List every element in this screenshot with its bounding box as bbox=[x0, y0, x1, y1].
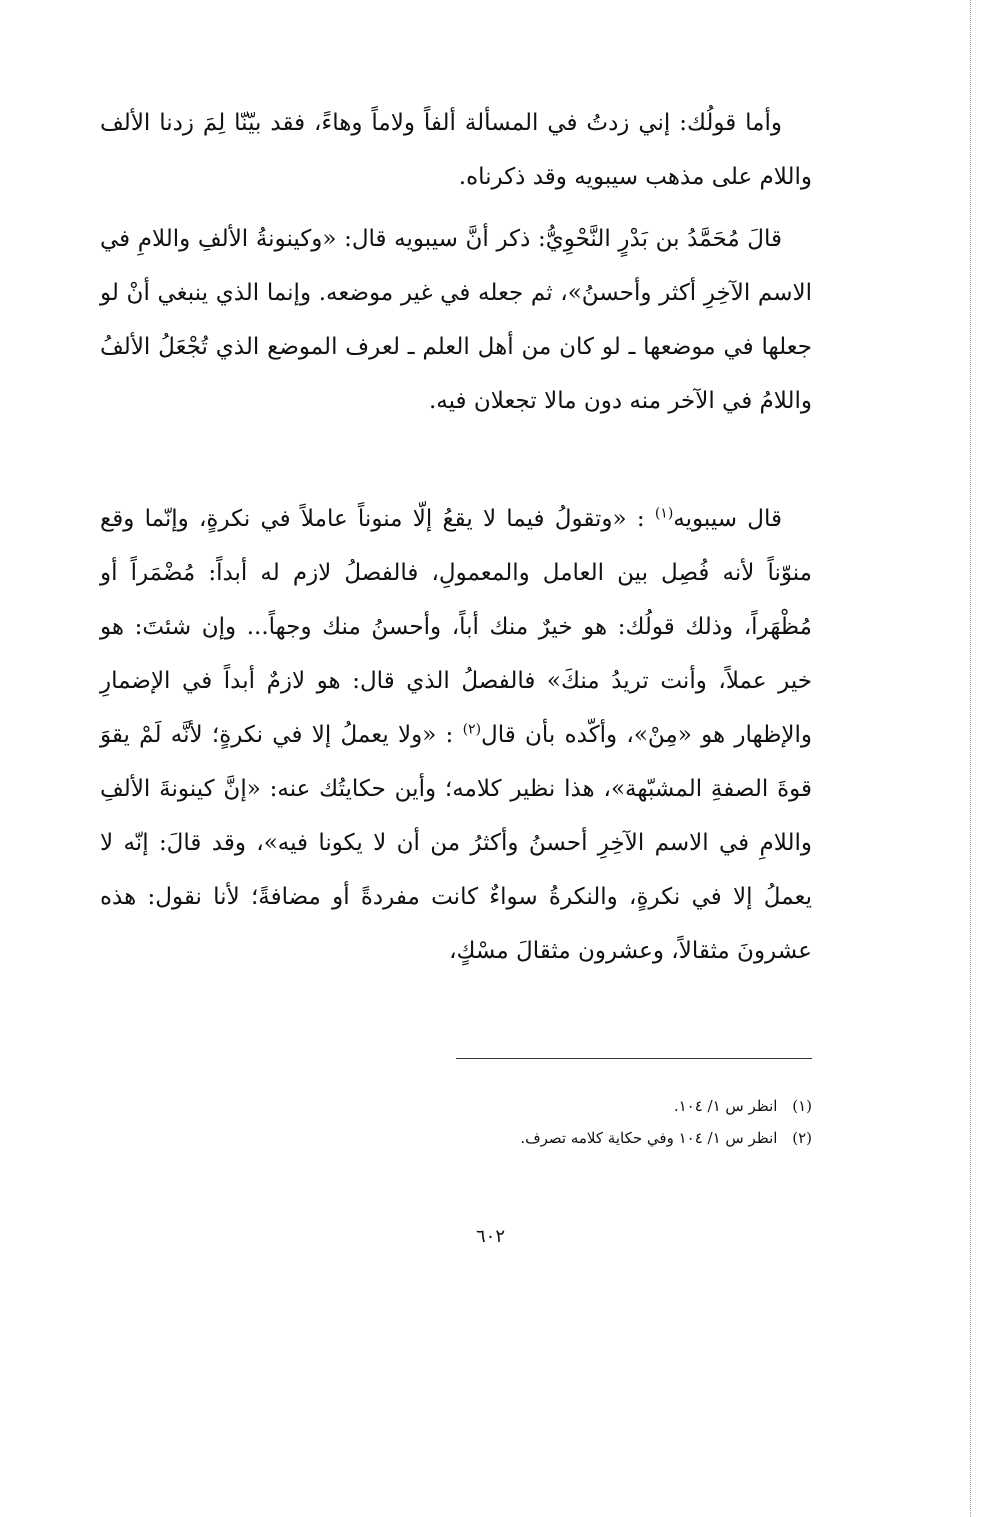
paragraph-1-text: وأما قولُك: إني زدتُ في المسألة ألفاً ولاماً وهاءً، فقد بيّنّا لِمَ زدنا الألف واللام على مذهب سيبويه وقد ذكرناه. bbox=[100, 110, 812, 190]
page-number-text: ٦٠٢ bbox=[475, 1226, 505, 1247]
paragraph-3-part-3: : «ولا يعملُ إلا في نكرةٍ؛ لأنَّه لَمْ يقوَ قوةَ الصفةِ المشبّهة»، هذا نظير كلامه؛ وأين حكايتُك عنه: «إنَّ كينونةَ الألفِ واللامِ في الاسم الآخِرِ أحسنُ وأكثرُ من أن لا يكونا فيه»، وقد قالَ: إنّه لا يعملُ إلا في نكرةٍ، والنكرةُ سواءٌ كانت مفردةً أو مضافةً؛ لأنا نقول: هذه عشرونَ مثقالاً، وعشرون مثقالَ مسْكٍ، bbox=[100, 722, 812, 964]
footnote-divider bbox=[456, 1058, 812, 1059]
footnote-ref-2: (٢) bbox=[462, 721, 482, 738]
footnote-ref-1: (١) bbox=[654, 505, 674, 522]
paragraph-3-part-1: قال سيبويه bbox=[673, 506, 782, 532]
paragraph-2-text: قالَ مُحَمَّدُ بن بَدْرٍ النَّحْوِيُّ: ذكر أنَّ سيبويه قال: «وكينونةُ الألفِ واللامِ في الاسم الآخِرِ أكثر وأحسنُ»، ثم جعله في غير موضعه. وإنما الذي ينبغي أنْ لو جعلها في موضعها ـ لو كان من أهل العلم ـ لعرف الموضع الذي تُجْعَلُ الألفُ واللامُ في الآخر منه دون مالا تجعلان فيه. bbox=[100, 226, 812, 414]
footnote-1 bbox=[300, 1090, 812, 1122]
footnote-2 bbox=[300, 1122, 812, 1154]
page-number bbox=[0, 1226, 983, 1247]
footnote-1-number: (١) bbox=[792, 1097, 812, 1115]
footnotes bbox=[300, 1090, 812, 1154]
footnote-2-number: (٢) bbox=[792, 1129, 812, 1147]
paragraph-3 bbox=[100, 492, 812, 978]
paragraph-1 bbox=[100, 96, 812, 204]
paragraph-2 bbox=[100, 212, 812, 428]
paragraph-3-part-2: : «وتقولُ فيما لا يقعُ إلّا منوناً عاملاً في نكرةٍ، وإنّما وقع منوّناً لأنه فُصِل بين العامل والمعمولِ، فالفصلُ لازم له أبداً: مُضْمَراً أو مُظْهَراً، وذلك قولُك: هو خيرٌ منك أباً، وأحسنُ منك وجهاً... وإن شئتَ: هو خير عملاً، وأنت تريدُ منكَ» فالفصلُ الذي قال: هو لازمٌ أبداً في الإضمارِ والإظهار هو «مِنْ»، وأكّده بأن قال bbox=[100, 506, 813, 748]
scan-edge-line bbox=[970, 0, 971, 1517]
paragraph-3-text bbox=[100, 492, 812, 978]
footnote-1-text: انظر س ١/ ١٠٤. bbox=[673, 1097, 778, 1115]
footnote-2-text: انظر س ١/ ١٠٤ وفي حكاية كلامه تصرف. bbox=[520, 1129, 778, 1147]
